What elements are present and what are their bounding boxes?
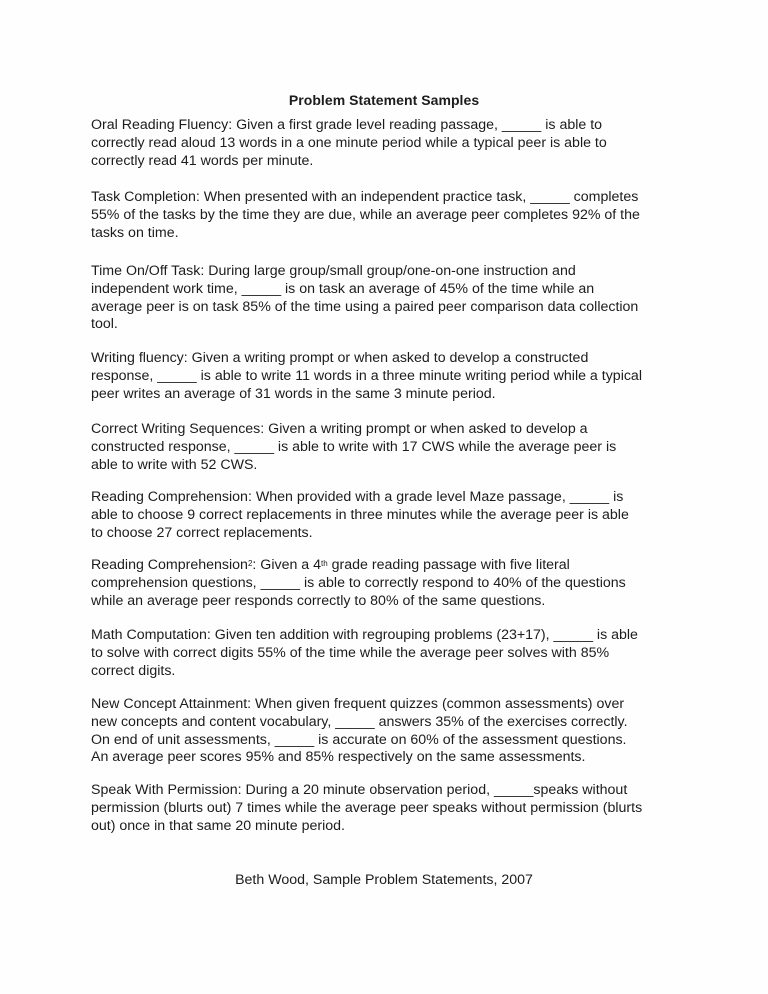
paragraph-reading-comprehension [91,489,691,542]
paragraph-line: tasks on time. [91,224,179,241]
paragraph-line: response, _____ is able to write 11 words in a three minute writing period while a typical [91,367,642,384]
paragraph-line: correct digits. [91,662,176,679]
paragraph-line: Time On/Off Task: During large group/small group/one-on-one instruction and [91,263,576,279]
paragraph-line: Correct Writing Sequences: Given a writing prompt or when asked to develop a [91,421,588,437]
paragraph-line: out) once in that same 20 minute period. [91,817,345,834]
paragraph-new-concept-attainment [91,696,691,767]
paragraph-oral-reading-fluency [91,117,691,170]
paragraph-line: to solve with correct digits 55% of the time while the average peer solves with 85% [91,644,610,661]
paragraph-line: correctly read 41 words per minute. [91,152,314,169]
paragraph-math-computation [91,627,691,680]
line-mid: : Given a 4 [252,557,322,573]
paragraph-time-on-off-task [91,263,691,334]
paragraph-line: while an average peer responds correctly to 80% of the same questions. [91,592,546,609]
paragraph-line: Reading Comprehension: When provided with a grade level Maze passage, _____ is [91,489,624,505]
paragraph-line: average peer is on task 85% of the time using a paired peer comparison data collection [91,298,639,315]
paragraph-line: Oral Reading Fluency: Given a first grade level reading passage, _____ is able to [91,117,603,133]
paragraph-line [91,557,691,575]
paragraph-line: Math Computation: Given ten addition with regrouping problems (23+17), _____ is able [91,627,638,643]
paragraph-line: Speak With Permission: During a 20 minute observation period, _____speaks without [91,782,628,798]
paragraph-line: correctly read aloud 13 words in a one minute period while a typical peer is able to [91,134,607,151]
paragraph-writing-fluency [91,350,691,403]
paragraph-line: new concepts and content vocabulary, _____ answers 35% of the exercises correctly. [91,713,628,730]
paragraph-line: Writing fluency: Given a writing prompt or when asked to develop a constructed [91,350,589,366]
paragraph-correct-writing-sequences [91,421,691,474]
paragraph-line: New Concept Attainment: When given frequent quizzes (common assessments) over [91,696,625,712]
paragraph-line: constructed response, _____ is able to write with 17 CWS while the average peer is [91,438,617,455]
paragraph-reading-comprehension-2 [91,557,691,610]
paragraph-task-completion [91,189,691,242]
paragraph-line: to choose 27 correct replacements. [91,524,313,541]
paragraph-line: peer writes an average of 31 words in the same 3 minute period. [91,385,496,402]
line-prefix: Reading Comprehension [91,557,248,573]
superscript-footnote: 2 [247,559,253,568]
paragraph-line: able to choose 9 correct replacements in three minutes while the average peer is able [91,506,629,523]
document-title: Problem Statement Samples [288,92,480,108]
paragraph-line: An average peer scores 95% and 85% respectively on the same assessments. [91,749,586,766]
paragraph-line: 55% of the tasks by the time they are due, while an average peer completes 92% of the [91,206,640,223]
paragraph-line: able to write with 52 CWS. [91,456,258,473]
document-footer-citation: Beth Wood, Sample Problem Statements, 2007 [235,872,533,888]
paragraph-line: permission (blurts out) 7 times while the average peer speaks without permission (blurts [91,799,643,816]
paragraph-line: Task Completion: When presented with an independent practice task, _____ completes [91,189,639,205]
paragraph-line: On end of unit assessments, _____ is accurate on 60% of the assessment questions. [91,731,627,748]
paragraph-line: tool. [91,316,118,333]
paragraph-line: comprehension questions, _____ is able to correctly respond to 40% of the questions [91,574,626,591]
superscript-ordinal: th [321,559,328,568]
paragraph-line: independent work time, _____ is on task an average of 45% of the time while an [91,280,595,297]
line-suffix: grade reading passage with five literal [327,557,570,573]
paragraph-speak-with-permission [91,782,691,835]
